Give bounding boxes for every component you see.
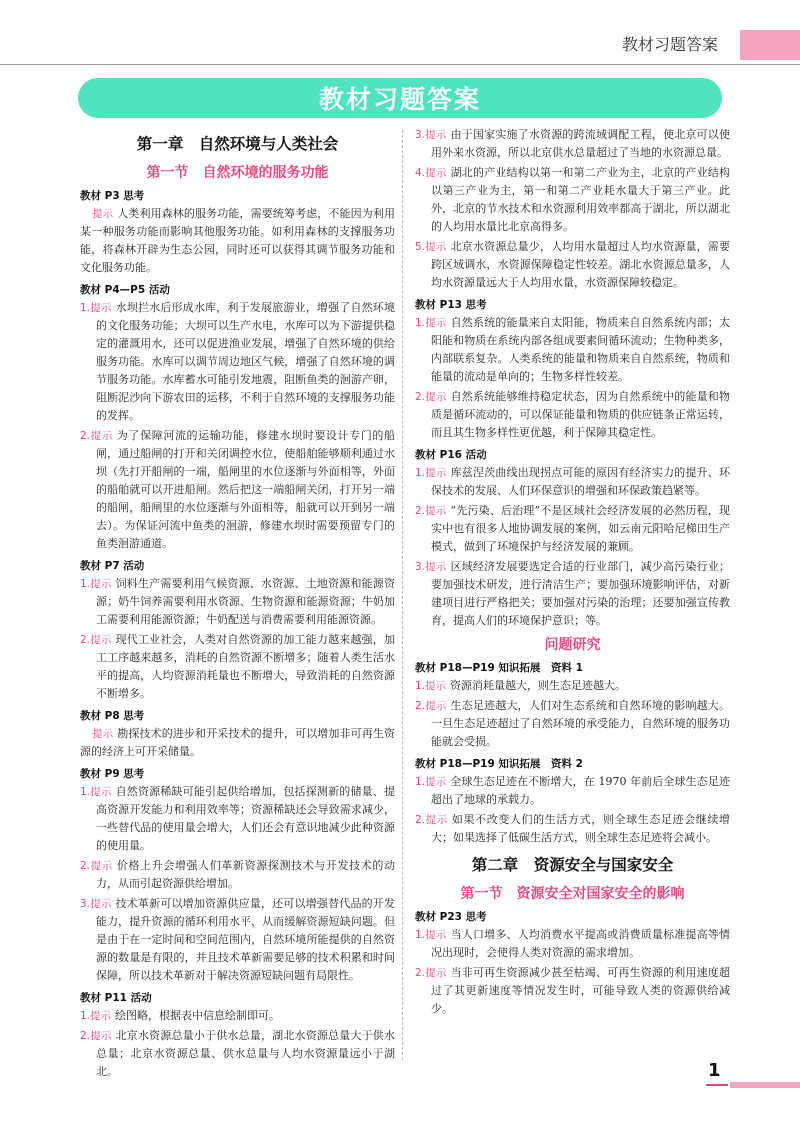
answer-item (80, 205, 395, 277)
group-title: 教材 P4—P5 活动 (80, 284, 170, 296)
hint-label: 2.提示 (415, 391, 447, 403)
hint-label: 提示 (92, 728, 114, 740)
answer-item (80, 299, 395, 425)
hint-label: 5.提示 (415, 241, 447, 253)
research-title: 问题研究 (544, 637, 601, 653)
answer-item (80, 1007, 395, 1025)
hint-label: 1.提示 (415, 776, 447, 788)
answer-text: 技术革新可以增加资源供应量，还可以增强替代品的开发能力，提升资源的循环利用水平，从而缓解资源短缺问题。但是由于在一定时间和空间范围内，自然环境所能提供的自然资源的数量是有限的，并且技术革新需要足够的技术积累和时间保障，所以技术革新对于解决资源短缺问题有局限性。 (96, 897, 395, 982)
answer-text: 当非可再生资源减少甚至枯竭、可再生资源的利用速度超过了其更新速度等情况发生时，可能导致人类的资源供给减少。 (431, 966, 730, 1015)
answer-item (415, 964, 730, 1018)
hint-label: 1.提示 (415, 680, 447, 692)
answer-text: 全球生态足迹在不断增大，在 1970 年前后全球生态足迹超出了地球的承载力。 (431, 775, 730, 806)
hint-label: 4.提示 (415, 167, 447, 179)
group-title: 教材 P8 思考 (80, 710, 145, 722)
hint-label: 1.提示 (80, 302, 112, 314)
answer-text: 北京水资源总量小于供水总量，湖北水资源总量大于供水总量；北京水资源总量、供水总量与人均水资源量远小于湖北。 (96, 1029, 395, 1078)
hint-label: 2.提示 (80, 860, 113, 872)
answer-item (415, 464, 730, 500)
answer-text: 如果不改变人们的生活方式，则全球生态足迹会继续增大；如果选择了低碳生活方式，则全球生态足迹将会减小。 (431, 813, 730, 844)
banner-title: 教材习题答案 (318, 85, 481, 114)
group-title: 教材 P23 思考 (415, 911, 487, 923)
answer-item (415, 677, 730, 695)
answer-item (80, 783, 395, 855)
hint-label: 2.提示 (80, 430, 113, 442)
chapter-title: 第一章 自然环境与人类社会 (136, 135, 339, 153)
group-title: 教材 P3 思考 (80, 190, 145, 202)
answer-text: 区域经济发展要选定合适的行业部门，减少高污染行业；要加强技术研发，进行清洁生产；要加强环境影响评估，对新建项目进行严格把关；要加强对污染的治理；还要加强宣传教育，提高人们的环境保护意识；等。 (431, 560, 730, 627)
section-title: 第一节 资源安全对国家安全的影响 (460, 886, 685, 902)
hint-label: 2.提示 (415, 700, 447, 712)
hint-label: 3.提示 (80, 898, 112, 910)
hint-label: 1.提示 (80, 1010, 112, 1022)
answer-item (415, 697, 730, 751)
answer-item (415, 126, 730, 162)
group-title: 教材 P9 思考 (80, 768, 145, 780)
hint-label: 3.提示 (415, 561, 447, 573)
answer-item (415, 388, 730, 442)
answer-text: 自然资源稀缺可能引起供给增加，包括探测新的储量、提高资源开发能力和利用效率等；资源稀缺还会导致需求减少，一些替代品的使用量会增大，人们还会有意识地减少此种资源的使用量。 (96, 785, 395, 852)
answer-text: 现代工业社会，人类对自然资源的加工能力越来越强，加工工序越来越多，消耗的自然资源不断增多；随着人类生活水平的提高，人均资源消耗量也不断增大，导致消耗的自然资源不断增多。 (96, 633, 395, 700)
group-title: 教材 P11 活动 (80, 992, 152, 1004)
hint-label: 2.提示 (80, 1030, 112, 1042)
hint-label: 2.提示 (415, 967, 447, 979)
column-divider (402, 130, 403, 1060)
page-number-rule (706, 1084, 728, 1086)
hint-label: 1.提示 (415, 467, 447, 479)
answer-text: 由于国家实施了水资源的跨流域调配工程，使北京可以使用外来水资源，所以北京供水总量超过了当地的水资源总量。 (431, 128, 730, 159)
answer-text: 绘图略，根据表中信息绘制即可。 (115, 1009, 281, 1022)
answer-text: 生态足迹越大，人们对生态系统和自然环境的影响越大。一旦生态足迹超过了自然环境的承受能力，自然环境的服务功能就会受损。 (431, 699, 730, 748)
hint-label: 2.提示 (415, 814, 448, 826)
answer-item (80, 857, 395, 893)
answer-item (415, 314, 730, 386)
answer-item (80, 631, 395, 703)
answer-text: 自然系统能够维持稳定状态，因为自然系统中的能量和物质是循环流动的，可以保证能量和物质的供应链条正常运转，而且其生物多样性更优越，利于保障其稳定性。 (431, 390, 730, 439)
hint-label: 1.提示 (80, 578, 112, 590)
answer-text: 水坝拦水后形成水库，利于发展旅游业，增强了自然环境的文化服务功能；大坝可以生产水电，水库可以为下游提供稳定的灌溉用水，还可以促进渔业发展，增强了自然环境的供给服务功能。水库可以调节周边地区气候，增强了自然环境的调节服务功能。水库蓄水可能引发地震，阻断鱼类的洄游产卵，阻断泥沙向下游农田的运移，不利于自然环境的支撑服务功能的发挥。 (96, 301, 395, 422)
page-number: 1 (708, 1060, 721, 1081)
group-title: 教材 P13 思考 (415, 299, 487, 311)
hint-label: 1.提示 (415, 317, 447, 329)
header-tab-decoration (740, 30, 800, 60)
header-rule (0, 64, 800, 65)
hint-label: 提示 (92, 208, 114, 220)
hint-label: 1.提示 (80, 786, 112, 798)
answer-item (415, 773, 730, 809)
running-header: 教材习题答案 (622, 35, 719, 54)
hint-label: 2.提示 (80, 634, 112, 646)
answer-text: 饲料生产需要利用气候资源、水资源、土地资源和能源资源；奶牛饲养需要利用水资源、生物资源和能源资源；牛奶加工需要利用能源资源；牛奶配送与消费需要利用能源资源。 (96, 577, 395, 626)
group-title: 教材 P18—P19 知识拓展 资料 2 (415, 758, 583, 770)
answer-text: 勘探技术的进步和开采技术的提升，可以增加非可再生资源的经济上可开采储量。 (80, 727, 396, 758)
title-banner (78, 78, 722, 118)
answer-text: 当人口增多、人均消费水平提高或消费质量标准提高等情况出现时，会使得人类对资源的需求增加。 (431, 928, 730, 959)
answer-text: 为了保障河流的运输功能，修建水坝时要设计专门的船闸，通过船闸的打开和关闭调控水位，使船舶能够顺利通过水坝（先打开船闸的一端，船闸里的水位逐渐与外面相等，外面的船舶就可以开进船闸。然后把这一端船闸关闭，打开另一端的船闸，船闸里的水位逐渐与外面相等，船就可以开到另一端去）。为保证河流中鱼类的洄游，修建水坝时需要预留专门的鱼类洄游通道。 (96, 429, 395, 550)
answer-item (415, 811, 730, 847)
answer-text: “先污染、后治理”不是区域社会经济发展的必然历程，现实中也有很多人地协调发展的案例，如云南元阳哈尼梯田生产模式，做到了环境保护与经济发展的兼顾。 (431, 504, 730, 553)
answer-text: 价格上升会增强人们革新资源探测技术与开发技术的动力，从而引起资源供给增加。 (96, 859, 395, 890)
footer-bar-decoration (730, 1082, 800, 1088)
answer-text: 人类利用森林的服务功能，需要统筹考虑，不能因为利用某一种服务功能而影响其他服务功能。如利用森林的支撑服务功能，将森林开辟为生态公园，同时还可以获得其调节服务功能和文化服务功能。 (80, 207, 396, 274)
answer-text: 自然系统的能量来自太阳能，物质来自自然系统内部；太阳能和物质在系统内部各组成要素间循环流动；生物种类多，内部联系复杂。人类系统的能量和物质来自自然系统，物质和能量的流动是单向的；生物多样性较差。 (431, 316, 730, 383)
answer-item (80, 575, 395, 629)
answer-item (415, 558, 730, 630)
right-column (415, 126, 730, 1020)
answer-item (80, 725, 395, 761)
answer-item (80, 427, 395, 553)
hint-label: 2.提示 (415, 505, 447, 517)
answer-item (415, 926, 730, 962)
answer-item (80, 1027, 395, 1081)
group-title: 教材 P7 活动 (80, 560, 145, 572)
chapter-title: 第二章 资源安全与国家安全 (471, 856, 674, 874)
answer-item (80, 895, 395, 985)
answer-item (415, 238, 730, 292)
hint-label: 1.提示 (415, 929, 447, 941)
answer-item (415, 502, 730, 556)
left-column (80, 126, 395, 1083)
answer-text: 库兹涅茨曲线出现拐点可能的原因有经济实力的提升、环保技术的发展、人们环保意识的增强和环保政策趋紧等。 (431, 466, 730, 497)
answer-item (415, 164, 730, 236)
answer-text: 北京水资源总量少，人均用水量超过人均水资源量，需要跨区域调水，水资源保障稳定性较差。湖北水资源总量多，人均水资源量远大于人均用水量，水资源保障较稳定。 (431, 240, 730, 289)
answer-text: 湖北的产业结构以第一和第二产业为主，北京的产业结构以第三产业为主，第一和第二产业耗水量大于第三产业。此外，北京的节水技术和水资源利用效率都高于湖北，所以湖北的人均用水量比北京高得多。 (431, 166, 730, 233)
hint-label: 3.提示 (415, 129, 447, 141)
group-title: 教材 P18—P19 知识拓展 资料 1 (415, 662, 583, 674)
section-title: 第一节 自然环境的服务功能 (146, 165, 329, 181)
answer-text: 资源消耗量越大，则生态足迹越大。 (450, 679, 627, 692)
group-title: 教材 P16 活动 (415, 449, 487, 461)
